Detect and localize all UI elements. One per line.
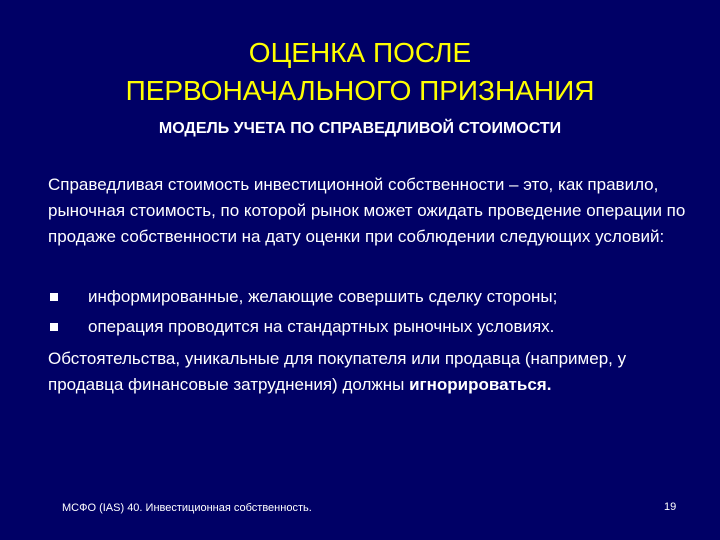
page-number: 19 (664, 501, 677, 513)
closing-paragraph (48, 346, 688, 398)
list-item (48, 282, 688, 312)
closing-emphasis: игнорироваться. (409, 375, 552, 394)
square-bullet-icon (50, 323, 58, 331)
list-item-text: операция проводится на стандартных рыночных условиях. (88, 317, 555, 336)
square-bullet-icon (50, 293, 58, 301)
title-line-1: ОЦЕНКА ПОСЛЕ (248, 37, 472, 68)
slide-title (0, 34, 720, 110)
intro-paragraph: Справедливая стоимость инвестиционной собственности – это, как правило, рыночная стоимость, по которой рынок может ожидать проведение операции по продаже собственности на дату оценки при соблюдении следующих условий: (48, 175, 686, 246)
conditions-list (48, 282, 688, 342)
closing-text: Обстоятельства, уникальные для покупателя или продавца (например, у продавца финансовые затруднения) должны (48, 349, 627, 394)
title-line-2: ПЕРВОНАЧАЛЬНОГО ПРИЗНАНИЯ (125, 75, 595, 106)
list-item (48, 312, 688, 342)
list-item-text: информированные, желающие совершить сделку стороны; (88, 287, 558, 306)
slide-subtitle: МОДЕЛЬ УЧЕТА ПО СПРАВЕДЛИВОЙ СТОИМОСТИ (158, 120, 562, 137)
slide-footer: МСФО (IAS) 40. Инвестиционная собственность. (62, 502, 312, 514)
